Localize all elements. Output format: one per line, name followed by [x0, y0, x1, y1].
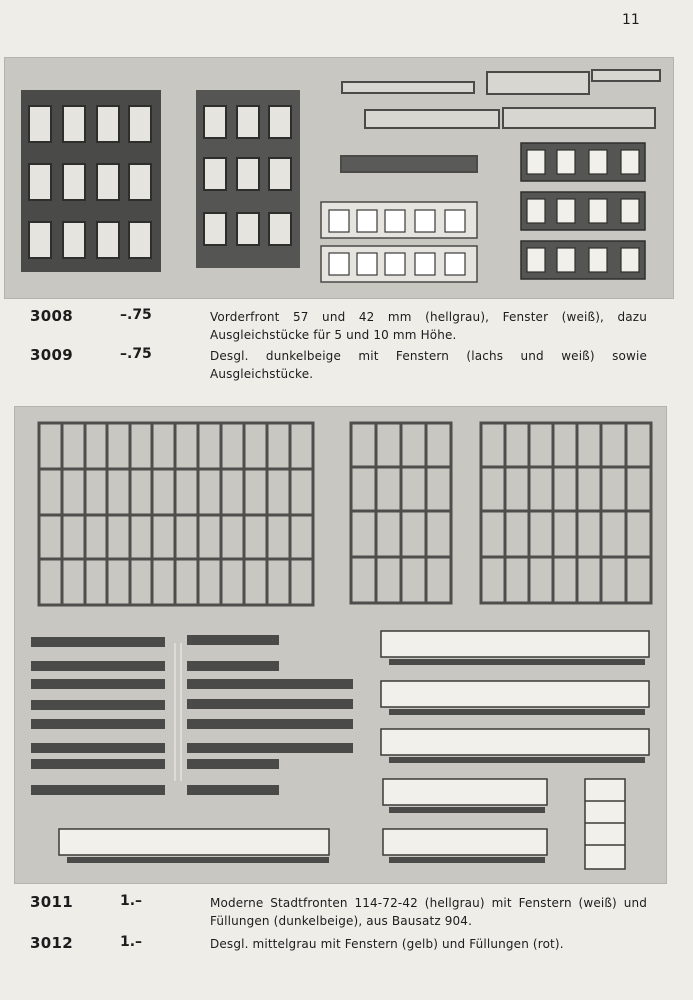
- product-entry: [30, 893, 660, 929]
- product-description: Desgl. mittelgrau mit Fenstern (gelb) und Füllungen (rot).: [210, 937, 564, 951]
- facade-large-left: [21, 90, 161, 272]
- grid-frame-large: [39, 423, 313, 605]
- product-code: 3008: [30, 307, 73, 325]
- product-price: –.75: [120, 307, 152, 323]
- grid-frame-right: [481, 423, 651, 603]
- product-photo-modern-fronts: [14, 406, 667, 884]
- grid-frame-medium: [351, 423, 451, 603]
- product-description: Vorderfront 57 und 42 mm (hellgrau), Fenster (weiß), dazu Ausgleichstücke für 5 und 10 mm Höhe.: [210, 310, 647, 342]
- product-entry: [30, 307, 660, 342]
- facade-large-middle: [196, 90, 300, 268]
- product-description: Desgl. dunkelbeige mit Fenstern (lachs und weiß) sowie Ausgleichstücke.: [210, 349, 647, 381]
- facade-parts-illustration: [5, 58, 673, 298]
- brick-strips: [31, 635, 353, 795]
- product-description: Moderne Stadtfronten 114-72-42 (hellgrau) mit Fenstern (weiß) und Füllungen (dunkelbeige), aus Bausatz 904.: [210, 896, 647, 928]
- product-entry: [30, 934, 660, 954]
- product-entry: [30, 346, 660, 381]
- product-photo-facades: [4, 57, 674, 299]
- window-stack-small: [585, 779, 625, 869]
- product-price: –.75: [120, 346, 152, 362]
- product-code: 3012: [30, 934, 73, 952]
- modern-front-parts-illustration: [15, 407, 666, 883]
- product-price: 1.–: [120, 934, 143, 950]
- page-number: 11: [622, 12, 640, 28]
- product-code: 3009: [30, 346, 73, 364]
- product-price: 1.–: [120, 893, 143, 909]
- product-code: 3011: [30, 893, 73, 911]
